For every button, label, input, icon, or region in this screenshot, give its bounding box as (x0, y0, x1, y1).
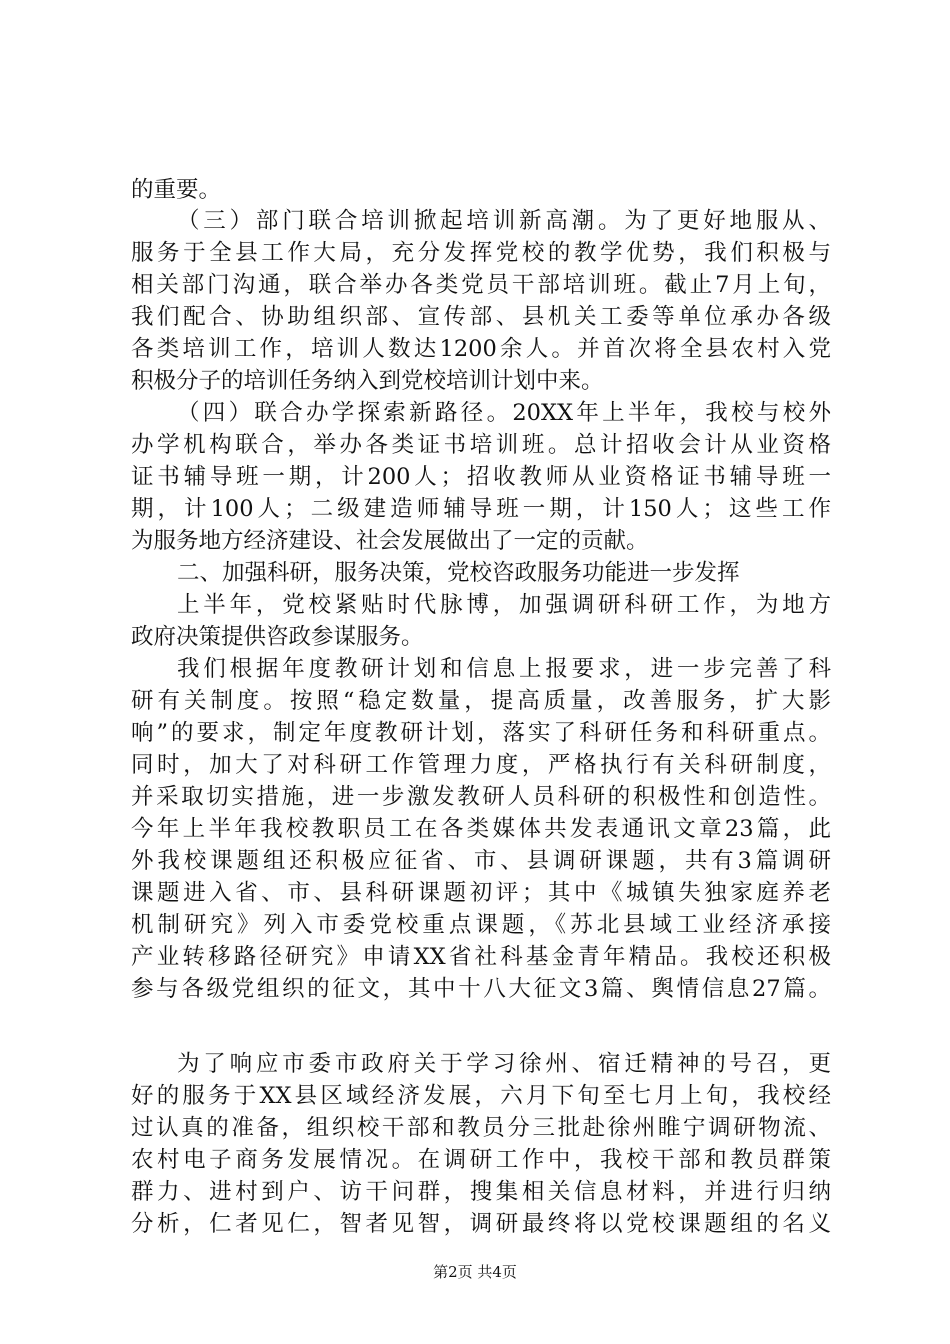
section-heading: 二、加强科研，服务决策，党校咨政服务功能进一步发挥 (177, 560, 740, 586)
text-line: 好的服务于XX县区域经济发展，六月下旬至七月上旬，我校经 (131, 1083, 831, 1109)
text-line: 各类培训工作，培训人数达1200余人。并首次将全县农村入党 (131, 336, 831, 362)
text-line: 群力、进村到户、访干问群，搜集相关信息材料，并进行归纳 (131, 1179, 831, 1205)
text-line: 为了响应市委市政府关于学习徐州、宿迁精神的号召，更 (177, 1051, 831, 1077)
text-line: 并采取切实措施，进一步激发教研人员科研的积极性和创造性。 (131, 784, 831, 810)
text-line: 证书辅导班一期，计200人；招收教师从业资格证书辅导班一 (131, 464, 831, 490)
text-line: 过认真的准备，组织校干部和教员分三批赴徐州睢宁调研物流、 (131, 1115, 831, 1141)
text-line: 农村电子商务发展情况。在调研工作中，我校干部和教员群策 (131, 1147, 831, 1173)
text-line: 服务于全县工作大局，充分发挥党校的教学优势，我们积极与 (131, 240, 831, 266)
text-line: 今年上半年我校教职员工在各类媒体共发表通讯文章23篇，此 (131, 816, 831, 842)
text-line: 办学机构联合，举办各类证书培训班。总计招收会计从业资格 (131, 432, 831, 458)
text-line: 积极分子的培训任务纳入到党校培训计划中来。 (131, 368, 604, 394)
text-line: 研有关制度。按照“稳定数量，提高质量，改善服务，扩大影 (131, 688, 831, 714)
text-line: 分析，仁者见仁，智者见智，调研最终将以党校课题组的名义 (131, 1211, 831, 1237)
text-line: 参与各级党组织的征文，其中十八大征文3篇、舆情信息27篇。 (131, 976, 831, 1002)
text-line: 相关部门沟通，联合举办各类党员干部培训班。截止7月上旬， (131, 272, 831, 298)
text-line: 响”的要求，制定年度教研计划，落实了科研任务和科研重点。 (131, 720, 831, 746)
text-line: 政府决策提供咨政参谋服务。 (131, 624, 424, 650)
page-number: 第2页 共4页 (433, 1263, 517, 1281)
text-line: 上半年，党校紧贴时代脉博，加强调研科研工作，为地方 (177, 592, 831, 618)
text-line: 为服务地方经济建设、社会发展做出了一定的贡献。 (131, 528, 649, 554)
text-line: 课题进入省、市、县科研课题初评；其中《城镇失独家庭养老 (131, 880, 831, 906)
text-line: 同时，加大了对科研工作管理力度，严格执行有关科研制度， (131, 752, 831, 778)
text-line: （四）联合办学探索新路径。20XX年上半年，我校与校外 (177, 400, 831, 426)
text-line: 我们根据年度教研计划和信息上报要求，进一步完善了科 (177, 656, 831, 682)
text-line: 外我校课题组还积极应征省、市、县调研课题，共有3篇调研 (131, 848, 831, 874)
text-line: 我们配合、协助组织部、宣传部、县机关工委等单位承办各级 (131, 304, 831, 330)
text-line: 期，计100人；二级建造师辅导班一期，计150人；这些工作 (131, 496, 831, 522)
text-line: 机制研究》列入市委党校重点课题，《苏北县域工业经济承接 (131, 912, 831, 938)
text-line: 产业转移路径研究》申请XX省社科基金青年精品。我校还积极 (131, 944, 831, 970)
text-line: 的重要。 (131, 177, 222, 203)
text-line: （三）部门联合培训掀起培训新高潮。为了更好地服从、 (177, 208, 831, 234)
